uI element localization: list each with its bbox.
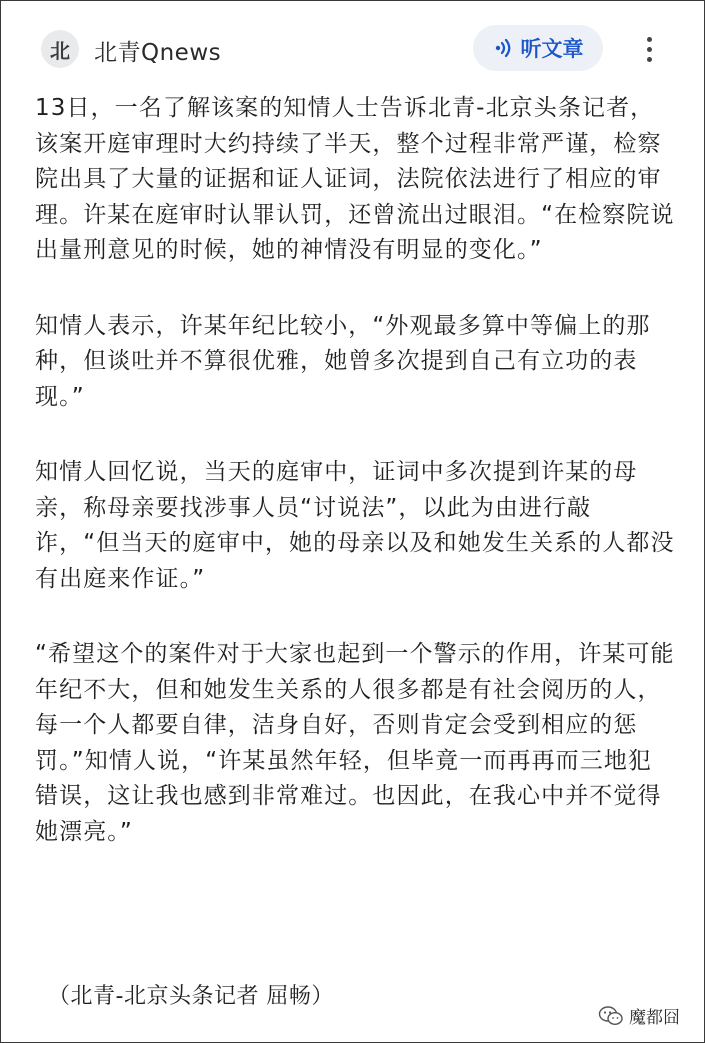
article-header (1, 1, 704, 95)
article-body (35, 91, 675, 890)
article-paragraph-2: 知情人表示，许某年纪比较小，“外观最多算中等偏上的那种，但谈吐并不算很优雅，她曾多次提到自己有立功的表现。” (35, 312, 651, 410)
more-options-button[interactable] (635, 29, 663, 69)
listen-article-button[interactable] (473, 25, 603, 71)
article-paragraph-1: 13日，一名了解该案的知情人士告诉北青-北京头条记者，该案开庭审理时大约持续了半天，整个过程非常严谨，检察院出具了大量的证据和证人证词，法院依法进行了相应的审理。许某在庭审时认罪认罚，还曾流出过眼泪。“在检察院说出量刑意见的时候，她的神情没有明显的变化。” (35, 95, 675, 263)
source-watermark (598, 1003, 680, 1028)
site-name[interactable]: 北青Qnews (94, 40, 222, 66)
audio-wave-icon (493, 37, 515, 59)
article-paragraph-3: 知情人回忆说，当天的庭审中，证词中多次提到许某的母亲，称母亲要找涉事人员“讨说法”，以此为由进行敲诈，“但当天的庭审中，她的母亲以及和她发生关系的人都没有出庭来作证。” (35, 459, 675, 592)
site-logo-text: 北 (50, 38, 70, 63)
more-vertical-icon (647, 57, 652, 62)
listen-article-label: 听文章 (520, 37, 584, 61)
site-logo[interactable] (41, 30, 79, 68)
wechat-icon (598, 1005, 624, 1027)
article-byline: （北青-北京头条记者 屈畅） (48, 984, 334, 1009)
more-vertical-icon (647, 37, 652, 42)
watermark-label: 魔都囧 (629, 1008, 680, 1028)
article-paragraph-4: “希望这个的案件对于大家也起到一个警示的作用，许某可能年纪不大，但和她发生关系的人很多都是有社会阅历的人，每一个人都要自律，洁身自好，否则肯定会受到相应的惩罚。”知情人说，“许某虽然年轻，但毕竟一而再再而三地犯错误，这让我也感到非常难过。也因此，在我心中并不觉得她漂亮。” (35, 641, 675, 845)
more-vertical-icon (647, 47, 652, 52)
